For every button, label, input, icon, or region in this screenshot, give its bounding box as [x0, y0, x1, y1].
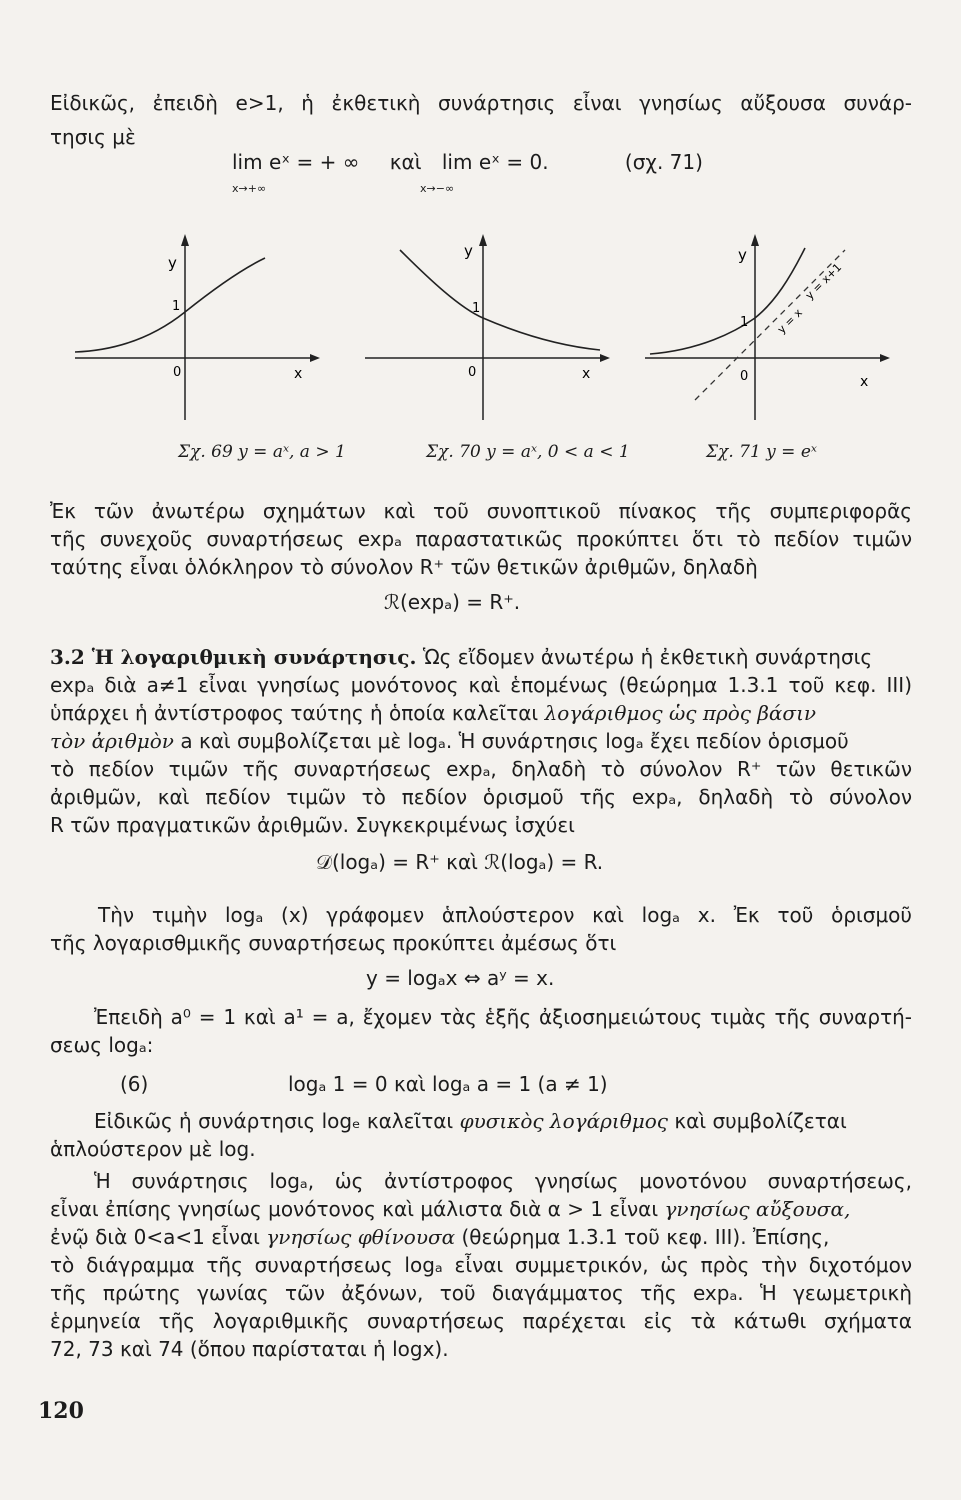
text-line: τὸ διάγραμμα τῆς συναρτήσεως logₐ εἶναι συμμετρικόν, ὡς πρὸς τὴν διχοτόμον — [50, 1253, 912, 1277]
figure-69-caption: Σχ. 69 y = aˣ, a > 1 — [178, 442, 346, 462]
text-line: Τὴν τιμὴν logₐ (x) γράφομεν ἁπλούστερον καὶ logₐ x. Ἐκ τοῦ ὁρισμοῦ — [98, 903, 912, 927]
text-span: a καὶ συμβολίζεται μὲ logₐ. Ἡ συνάρτησις logₐ ἔχει πεδίον ὁρισμοῦ — [180, 729, 849, 753]
text-span: ὑπάρχει ἡ ἀντίστροφος ταύτης ἡ ὁποία καλεῖται — [50, 701, 539, 725]
text-line: R τῶν πραγματικῶν ἀριθμῶν. Συγκεκριμένως ἰσχύει — [50, 813, 575, 837]
y-axis-label: y — [464, 242, 473, 260]
limit-subscript: x→−∞ — [420, 182, 455, 195]
text-line — [50, 728, 912, 754]
text-line — [50, 1196, 912, 1222]
x-axis-label: x — [294, 366, 303, 382]
x-axis-arrow — [880, 354, 890, 362]
tick-one-label: 1 — [740, 315, 749, 330]
tick-one-label: 1 — [172, 299, 181, 314]
x-axis-label: x — [860, 374, 869, 390]
y-axis-arrow — [479, 234, 487, 246]
text-span: Εἰδικῶς ἡ συνάρτησις logₑ καλεῖται — [94, 1109, 454, 1133]
range-formula: ℛ(expₐ) = R⁺. — [384, 590, 521, 614]
limit-plus-infinity: lim eˣ = + ∞ — [232, 150, 360, 174]
text-line: τησις μὲ — [50, 125, 136, 149]
italic-term: λογάριθμος ὡς πρὸς βάσιν — [544, 701, 817, 725]
log-values-formula: logₐ 1 = 0 καὶ logₐ a = 1 (a ≠ 1) — [288, 1072, 608, 1096]
line-label: y = x+1 — [802, 260, 845, 303]
text-line: Ἐπειδὴ a⁰ = 1 καὶ a¹ = a, ἔχομεν τὰς ἑξῆς ἀξιοσημειώτους τιμὰς τῆς συναρτή- — [94, 1005, 912, 1029]
y-axis-arrow — [751, 234, 759, 246]
text-line — [50, 700, 912, 726]
text-span: ἐνῷ διὰ 0<a<1 εἶναι — [50, 1225, 260, 1249]
equivalence-formula: y = logₐx ⇔ aʸ = x. — [366, 966, 555, 990]
italic-term: γνησίως αὔξουσα, — [664, 1197, 851, 1221]
figure-69-graph — [70, 230, 320, 430]
italic-term: φυσικὸς λογάριθμος — [459, 1109, 668, 1133]
italic-term: τὸν ἀριθμὸν — [50, 729, 174, 753]
text-line: Ἡ συνάρτησις logₐ, ὡς ἀντίστροφος γνησίως μονοτόνου συναρτήσεως, — [94, 1169, 912, 1193]
text-span: εἶναι ἐπίσης γνησίως μονότονος καὶ μάλιστα διὰ α > 1 εἶναι — [50, 1197, 659, 1221]
text-line — [50, 1224, 912, 1250]
x-axis-label: x — [582, 366, 591, 382]
text-line: τῆς συνεχοῦς συναρτήσεως expₐ παραστατικῶς προκύπτει ὅτι τὸ πεδίον τιμῶν — [50, 527, 912, 551]
limit-formula — [232, 150, 703, 174]
origin-label: 0 — [468, 365, 477, 380]
exp-curve-decreasing — [400, 250, 600, 350]
text-line: ἀριθμῶν, καὶ πεδίον τιμῶν τὸ πεδίον ὁρισμοῦ τῆς expₐ, δηλαδὴ τὸ σύνολον — [50, 785, 912, 809]
page-number: 120 — [38, 1398, 84, 1424]
limit-and: καὶ — [389, 150, 422, 174]
origin-label: 0 — [173, 365, 182, 380]
figure-70-graph — [360, 230, 610, 430]
text-line: ἁπλούστερον μὲ log. — [50, 1137, 256, 1161]
text-span: Ὡς εἴδομεν ἀνωτέρω ἡ ἐκθετικὴ συνάρτησις — [422, 645, 873, 669]
figure-71-caption: Σχ. 71 y = eˣ — [706, 442, 817, 462]
text-line: 72, 73 καὶ 74 (ὅπου παρίσταται ἡ logx). — [50, 1337, 449, 1361]
text-line: τῆς λογαρισθμικῆς συναρτήσεως προκύπτει ἀμέσως ὅτι — [50, 931, 617, 955]
tick-one-label: 1 — [472, 301, 481, 316]
text-line: σεως logₐ: — [50, 1033, 154, 1057]
exp-curve-e — [650, 248, 805, 354]
figure-71-graph — [640, 230, 890, 430]
equation-number: (6) — [120, 1072, 149, 1096]
origin-label: 0 — [740, 369, 749, 384]
figure-reference: (σχ. 71) — [624, 150, 703, 174]
text-line — [50, 644, 912, 670]
section-title: 3.2 Ἡ λογαριθμικὴ συνάρτησις. — [50, 645, 417, 669]
text-line: τὸ πεδίον τιμῶν τῆς συναρτήσεως expₐ, δηλαδὴ τὸ σύνολον R⁺ τῶν θετικῶν — [50, 757, 912, 781]
text-line — [50, 1108, 912, 1134]
text-span: (θεώρημα 1.3.1 τοῦ κεφ. ΙΙΙ). Ἐπίσης, — [461, 1225, 830, 1249]
text-span: καὶ συμβολίζεται — [674, 1109, 847, 1133]
text-line: τῆς πρώτης γωνίας τῶν ἀξόνων, τοῦ διαγάμματος τῆς expₐ. Ἡ γεωμετρικὴ — [50, 1281, 912, 1305]
x-axis-arrow — [600, 354, 610, 362]
y-axis-label: y — [738, 246, 747, 264]
x-axis-arrow — [310, 354, 320, 362]
text-line: expₐ διὰ a≠1 εἶναι γνησίως μονότονος καὶ ἑπομένως (θεώρημα 1.3.1 τοῦ κεφ. ΙΙΙ) — [50, 673, 912, 697]
text-line: Ἐκ τῶν ἀνωτέρω σχημάτων καὶ τοῦ συνοπτικοῦ πίνακος τῆς συμπεριφορᾶς — [50, 499, 912, 523]
text-line: ἑρμηνεία τῆς λογαριθμικῆς συναρτήσεως παρέχεται εἰς τὰ κάτωθι σχήματα — [50, 1309, 912, 1333]
y-axis-arrow — [181, 234, 189, 246]
figure-70-caption: Σχ. 70 y = aˣ, 0 < a < 1 — [426, 442, 630, 462]
italic-term: γνησίως φθίνουσα — [266, 1225, 456, 1249]
limit-minus-infinity: lim eˣ = 0. — [441, 150, 549, 174]
exp-curve-increasing — [75, 258, 265, 352]
line-label: y = x — [774, 306, 805, 337]
domain-range-formula: 𝒟(logₐ) = R⁺ καὶ ℛ(logₐ) = R. — [316, 850, 604, 874]
limit-subscript: x→+∞ — [232, 182, 267, 195]
text-line: Εἰδικῶς, ἐπειδὴ e>1, ἡ ἐκθετικὴ συνάρτησις εἶναι γνησίως αὔξουσα συνάρ- — [50, 91, 912, 115]
text-line: ταύτης εἶναι ὁλόκληρον τὸ σύνολον R⁺ τῶν θετικῶν ἀριθμῶν, δηλαδὴ — [50, 555, 758, 579]
y-axis-label: y — [168, 254, 177, 272]
